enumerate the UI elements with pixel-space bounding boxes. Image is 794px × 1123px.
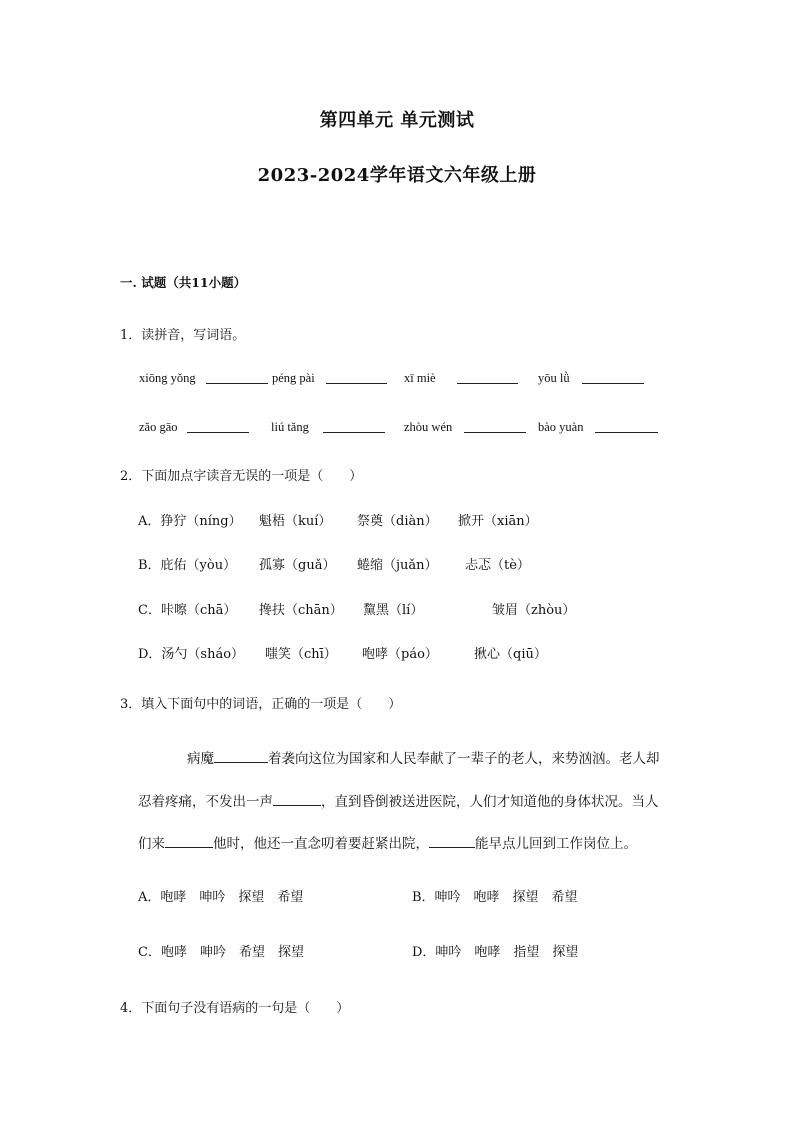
q2-b-word-2: 孤寡（guǎ）: [259, 558, 336, 573]
q2-c-word-2: 搀扶（chān）: [259, 603, 343, 618]
q2-d-word-2: 嗤笑（chī）: [265, 647, 337, 662]
q2-a-word-2: 魁梧（kuí）: [259, 514, 332, 529]
q3-option-d[interactable]: D．呻吟 咆哮 指望 探望: [412, 945, 579, 960]
q1-pinyin-6: liú tǎng: [271, 420, 309, 434]
q1-answer-blank-8[interactable]: [595, 420, 658, 437]
q2-c-word-1: C．咔嚓（chā）: [138, 603, 237, 618]
q3-option-c[interactable]: C．咆哮 呻吟 希望 探望: [138, 945, 304, 960]
q3-blank-3[interactable]: [165, 835, 213, 848]
q3-text: 着袭向这位为国家和人民奉献了一辈子的老人，来势汹汹。老人却: [268, 751, 660, 767]
q3-option-a[interactable]: A．咆哮 呻吟 探望 希望: [138, 890, 304, 905]
q3-blank-4[interactable]: [429, 835, 475, 848]
q2-c-word-3: 黧黑（lí）: [363, 603, 424, 618]
q1-pinyin-3: xī miè: [404, 371, 436, 385]
question-4-stem: 4．下面句子没有语病的一句是（ ）: [120, 1001, 350, 1016]
q3-blank-2[interactable]: [273, 793, 321, 806]
q1-answer-blank-6[interactable]: [323, 420, 385, 437]
q2-b-word-1: B．庇佑（yòu）: [138, 558, 237, 573]
q3-text: 忍着疼痛，不发出一声: [138, 794, 273, 810]
q2-a-word-3: 祭奠（diàn）: [357, 514, 438, 529]
q3-text: 他时，他还一直念叨着要赶紧出院，: [213, 836, 429, 852]
q2-a-word-1: A．狰狞（níng）: [138, 514, 242, 529]
question-3-stem: 3．填入下面句中的词语，正确的一项是（ ）: [120, 697, 402, 712]
q2-d-word-1: D．汤勺（sháo）: [138, 647, 245, 662]
q3-text: 能早点儿回到工作岗位上。: [475, 836, 637, 852]
q3-text: 病魔: [187, 751, 214, 767]
q1-answer-blank-3[interactable]: [457, 371, 518, 388]
q3-passage-line-3: [138, 832, 637, 852]
q2-b-word-3: 蜷缩（juǎn）: [357, 558, 438, 573]
question-2-stem: 2．下面加点字读音无误的一项是（ ）: [120, 469, 363, 484]
q3-text: ，直到昏倒被送进医院，人们才知道他的身体状况。当人: [321, 794, 659, 810]
q1-pinyin-2: péng pài: [272, 371, 315, 385]
q1-pinyin-8: bào yuàn: [538, 420, 584, 434]
q1-pinyin-1: xiōng yǒng: [139, 371, 196, 385]
document-title: 第四单元 单元测试: [319, 110, 475, 131]
q2-c-word-4: 皱眉（zhòu）: [492, 603, 576, 618]
document-subtitle: 2023-2024学年语文六年级上册: [257, 165, 537, 186]
q1-pinyin-7: zhòu wén: [404, 420, 453, 434]
q1-answer-blank-2[interactable]: [326, 371, 387, 388]
q2-d-word-3: 咆哮（páo）: [362, 647, 438, 662]
q2-b-word-4: 忐忑（tè）: [465, 558, 530, 573]
q1-pinyin-4: yōu lǜ: [538, 371, 570, 385]
q2-a-word-4: 掀开（xiān）: [458, 514, 538, 529]
q1-pinyin-5: zǎo gāo: [139, 420, 178, 434]
q3-blank-1[interactable]: [214, 750, 268, 763]
q1-answer-blank-7[interactable]: [464, 420, 526, 437]
q1-answer-blank-5[interactable]: [187, 420, 249, 437]
q2-d-word-4: 揪心（qiū）: [474, 647, 547, 662]
q3-passage-line-1: [187, 747, 660, 767]
q1-answer-blank-4[interactable]: [582, 371, 644, 388]
q1-answer-blank-1[interactable]: [206, 371, 268, 388]
section-heading: 一. 试题（共11小题）: [120, 275, 247, 290]
q3-text: 们来: [138, 836, 165, 852]
question-1-stem: 1．读拼音，写词语。: [120, 328, 246, 343]
q3-option-b[interactable]: B．呻吟 咆哮 探望 希望: [412, 890, 578, 905]
q3-passage-line-2: [138, 790, 659, 810]
